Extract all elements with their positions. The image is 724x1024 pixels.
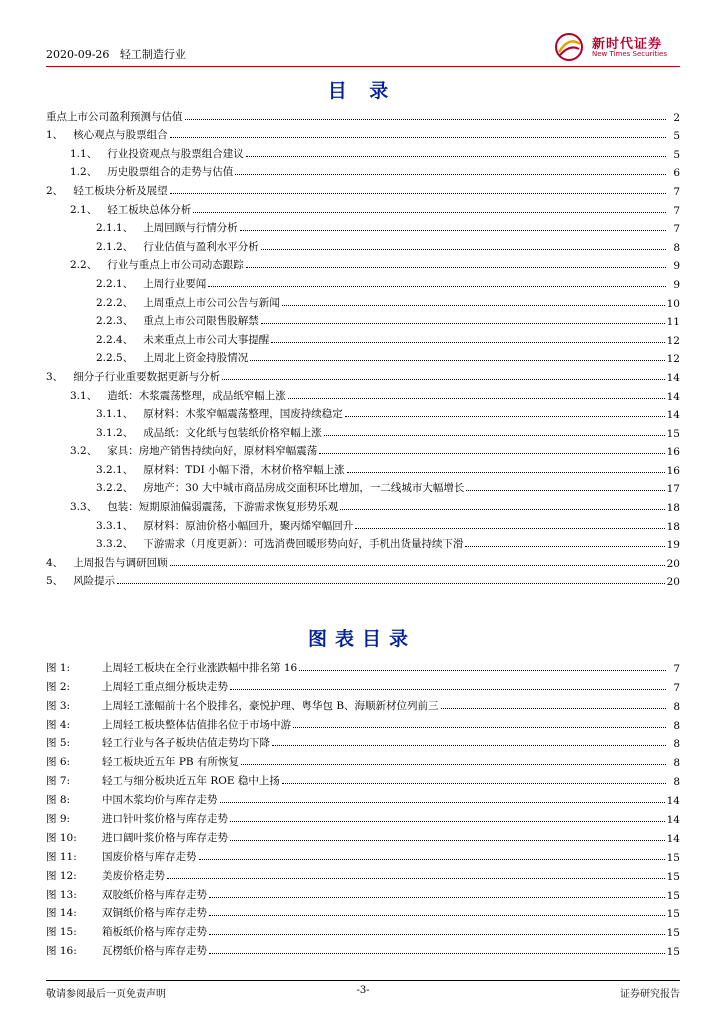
figure-entry-number: 图 10:: [46, 831, 77, 844]
header-industry: 轻工制造行业: [119, 48, 186, 61]
dot-leader: [355, 528, 664, 529]
toc-entry-page-number: 6: [673, 167, 680, 180]
toc-entry-page-number: 2: [673, 111, 680, 124]
toc-entry[interactable]: [46, 254, 680, 273]
toc-entry-number: 1.2、: [70, 166, 98, 179]
dot-leader: [220, 802, 665, 803]
footer-divider: [46, 980, 680, 981]
figure-entry[interactable]: [46, 656, 680, 675]
dot-leader: [340, 509, 664, 510]
figure-entry-page-number: 14: [666, 795, 680, 808]
dot-leader: [185, 119, 667, 120]
toc-entry-title: 上周行业要闻: [143, 277, 207, 290]
toc-entry-number: 2.1.2、: [96, 240, 134, 253]
figure-entry-number: 图 12:: [46, 869, 77, 882]
toc-entry[interactable]: [46, 328, 680, 347]
figure-entry[interactable]: [46, 788, 680, 807]
toc-entry-page-number: 20: [666, 576, 680, 589]
toc-entry[interactable]: [46, 440, 680, 459]
figure-entry-title: 轻工行业与各子板块估值走势均下降: [102, 737, 270, 750]
toc-entry-number: 1.1、: [70, 147, 98, 160]
figure-entry[interactable]: [46, 675, 680, 694]
toc-entry[interactable]: [46, 124, 680, 143]
toc-entry-page-number: 14: [666, 371, 680, 384]
toc-entry[interactable]: [46, 347, 680, 366]
figure-entry[interactable]: [46, 713, 680, 732]
toc-entry-page-number: 7: [673, 223, 680, 236]
figure-entry-title: 进口阔叶浆价格与库存走势: [102, 831, 228, 844]
dot-leader: [209, 915, 665, 916]
figure-entry-page-number: 15: [666, 946, 680, 959]
dot-leader: [208, 286, 666, 287]
toc-entry-title: 上周报告与调研回顾: [73, 556, 168, 569]
toc-entry-page-number: 19: [666, 539, 680, 552]
toc-entry-page-number: 8: [673, 241, 680, 254]
toc-entry-number: 5、: [46, 575, 64, 588]
toc-entry-number: 2.1.1、: [96, 222, 134, 235]
toc-entry[interactable]: [46, 235, 680, 254]
figure-entry-title: 轻工与细分板块近五年 ROE 稳中上扬: [102, 775, 280, 788]
dot-leader: [117, 583, 664, 584]
toc-entry-number: 2、: [46, 184, 64, 197]
toc-entry[interactable]: [46, 495, 680, 514]
toc-entry-title: 核心观点与股票组合: [73, 129, 168, 142]
logo-text-en: New Times Securities: [592, 50, 667, 58]
table-of-contents: [46, 105, 680, 588]
dot-leader: [246, 267, 666, 268]
toc-entry[interactable]: [46, 198, 680, 217]
figure-entry[interactable]: [46, 750, 680, 769]
header-divider: [46, 66, 680, 67]
toc-entry-number: 3.3、: [70, 501, 98, 514]
figure-entry-title: 国废价格与库存走势: [102, 850, 197, 863]
figure-entry-number: 图 7:: [46, 775, 71, 788]
figure-entry-number: 图 8:: [46, 794, 71, 807]
figure-entry[interactable]: [46, 769, 680, 788]
toc-entry-title: 包装：短期原油偏弱震荡，下游需求恢复形势乐观: [107, 501, 339, 514]
figure-entry-title: 轻工板块近五年 PB 有所恢复: [102, 756, 239, 769]
figure-entry-number: 图 1:: [46, 661, 71, 674]
dot-leader: [170, 137, 666, 138]
toc-entry[interactable]: [46, 310, 680, 329]
toc-entry-title: 上周北上资金持股情况: [143, 352, 249, 365]
toc-entry[interactable]: [46, 217, 680, 236]
toc-entry[interactable]: [46, 272, 680, 291]
figure-entry-page-number: 8: [673, 738, 680, 751]
page-header: [46, 30, 680, 64]
toc-entry-page-number: 12: [666, 334, 680, 347]
toc-entry-page-number: 7: [673, 185, 680, 198]
toc-entry-page-number: 11: [666, 316, 680, 329]
figure-entry-number: 图 16:: [46, 945, 77, 958]
figure-entry-page-number: 8: [673, 719, 680, 732]
footer-disclaimer: 敬请参阅最后一页免责声明: [46, 989, 166, 1000]
header-left: [46, 46, 193, 62]
toc-entry[interactable]: [46, 179, 680, 198]
toc-entry-number: 3.2、: [70, 445, 98, 458]
toc-entry-title: 上周重点上市公司公告与新闻: [143, 296, 280, 309]
toc-entry-page-number: 17: [666, 483, 680, 496]
toc-entry[interactable]: [46, 403, 680, 422]
toc-entry-page-number: 20: [666, 557, 680, 570]
figure-entry-number: 图 15:: [46, 926, 77, 939]
dot-leader: [167, 878, 665, 879]
toc-entry[interactable]: [46, 105, 680, 124]
toc-entry-page-number: 9: [673, 260, 680, 273]
toc-entry-number: 3.2.1、: [96, 463, 134, 476]
dot-leader: [240, 230, 666, 231]
toc-entry-title: 轻工板块分析及展望: [73, 184, 168, 197]
dot-leader: [466, 490, 664, 491]
dot-leader: [230, 840, 665, 841]
figure-entry-page-number: 15: [666, 889, 680, 902]
toc-entry[interactable]: [46, 384, 680, 403]
footer-report-type: 证券研究报告: [620, 989, 680, 1000]
toc-entry-title: 行业估值与盈利水平分析: [143, 240, 259, 253]
list-of-figures: [46, 656, 680, 958]
figure-entry-number: 图 14:: [46, 907, 77, 920]
dot-leader: [209, 934, 665, 935]
toc-entry-number: 2.1、: [70, 203, 98, 216]
toc-entry-title: 上周回顾与行情分析: [143, 222, 238, 235]
figure-entry-number: 图 11:: [46, 850, 77, 863]
toc-entry-title: 重点上市公司盈利预测与估值: [46, 110, 183, 123]
toc-entry[interactable]: [46, 161, 680, 180]
figure-entry[interactable]: [46, 864, 680, 883]
dot-leader: [193, 212, 666, 213]
dot-leader: [250, 360, 664, 361]
figure-entry-page-number: 15: [666, 927, 680, 940]
page-number: -3-: [356, 985, 370, 996]
toc-entry-number: 3.3.2、: [96, 538, 134, 551]
dot-leader: [230, 689, 666, 690]
toc-entry-page-number: 18: [666, 502, 680, 515]
figure-entry[interactable]: [46, 807, 680, 826]
toc-entry-title: 家具：房地产销售持续向好，原材料窄幅震荡: [107, 445, 318, 458]
toc-entry-number: 3.1.1、: [96, 408, 134, 421]
dot-leader: [288, 398, 665, 399]
dot-leader: [199, 859, 665, 860]
toc-entry-page-number: 16: [666, 446, 680, 459]
figure-entry-title: 进口针叶浆价格与库存走势: [102, 813, 228, 826]
figure-entry-title: 上周轻工板块整体估值排名位于市场中游: [102, 718, 291, 731]
toc-entry-title: 造纸：木浆震荡整理，成品纸窄幅上涨: [107, 389, 286, 402]
figure-entry-page-number: 15: [666, 870, 680, 883]
dot-leader: [293, 727, 666, 728]
figure-entry[interactable]: [46, 732, 680, 751]
figure-entry[interactable]: [46, 939, 680, 958]
toc-entry-title: 历史股票组合的走势与估值: [107, 166, 234, 179]
figure-entry-number: 图 4:: [46, 718, 71, 731]
dot-leader: [282, 783, 666, 784]
company-logo: [550, 30, 680, 64]
figure-entry-page-number: 14: [666, 832, 680, 845]
header-date: 2020-09-26: [46, 48, 110, 61]
toc-entry[interactable]: [46, 365, 680, 384]
figure-entry[interactable]: [46, 694, 680, 713]
figure-entry-title: 上周轻工板块在全行业涨跌幅中排名第 16: [102, 661, 298, 674]
toc-entry-title: 细分子行业重要数据更新与分析: [73, 370, 221, 383]
dot-leader: [272, 745, 666, 746]
dot-leader: [222, 379, 664, 380]
dot-leader: [235, 174, 666, 175]
dot-leader: [209, 897, 665, 898]
figure-entry-title: 双铜纸价格与库存走势: [102, 907, 207, 920]
dot-leader: [271, 342, 664, 343]
toc-entry-number: 2.2.4、: [96, 333, 134, 346]
dot-leader: [282, 305, 665, 306]
figure-entry-page-number: 15: [666, 851, 680, 864]
figure-entry-page-number: 15: [666, 908, 680, 921]
toc-entry[interactable]: [46, 142, 680, 161]
dot-leader: [230, 821, 665, 822]
toc-entry-number: 3、: [46, 370, 64, 383]
toc-entry-page-number: 14: [666, 390, 680, 403]
dot-leader: [465, 546, 664, 547]
dot-leader: [345, 416, 665, 417]
toc-entry[interactable]: [46, 514, 680, 533]
toc-entry-number: 2.2.1、: [96, 277, 134, 290]
dot-leader: [347, 472, 665, 473]
figure-entry-page-number: 14: [666, 814, 680, 827]
toc-entry-number: 2.2.5、: [96, 352, 134, 365]
dot-leader: [241, 764, 666, 765]
figure-entry-page-number: 7: [673, 681, 680, 694]
figure-entry-number: 图 3:: [46, 699, 71, 712]
dot-leader: [261, 249, 666, 250]
figure-entry[interactable]: [46, 902, 680, 921]
toc-entry[interactable]: [46, 551, 680, 570]
toc-entry-page-number: 14: [666, 409, 680, 422]
dot-leader: [441, 708, 666, 709]
figure-entry-page-number: 7: [673, 662, 680, 675]
toc-entry-number: 2.2、: [70, 259, 98, 272]
toc-entry-number: 3.1、: [70, 389, 98, 402]
toc-entry-number: 2.2.2、: [96, 296, 134, 309]
logo-mark-icon: [554, 32, 584, 62]
toc-heading: 目 录: [327, 80, 397, 102]
toc-entry-page-number: 5: [673, 130, 680, 143]
toc-entry-title: 原材料：TDI 小幅下滑，木材价格窄幅上涨: [143, 463, 345, 476]
toc-entry-page-number: 16: [666, 464, 680, 477]
figure-entry-title: 双胶纸价格与库存走势: [102, 888, 207, 901]
dot-leader: [246, 156, 666, 157]
toc-entry[interactable]: [46, 570, 680, 589]
toc-entry-title: 轻工板块总体分析: [107, 203, 192, 216]
dot-leader: [261, 323, 665, 324]
toc-entry-number: 4、: [46, 556, 64, 569]
toc-entry-page-number: 12: [666, 353, 680, 366]
dot-leader: [170, 193, 666, 194]
toc-entry-page-number: 9: [673, 278, 680, 291]
figure-entry-title: 上周轻工涨幅前十名个股排名，豪悦护理、粤华包 B、海顺新材位列前三: [102, 699, 439, 712]
toc-entry-title: 未来重点上市公司大事提醒: [143, 333, 270, 346]
dot-leader: [299, 670, 666, 671]
figure-entry-number: 图 5:: [46, 737, 71, 750]
toc-entry-number: 3.1.2、: [96, 426, 134, 439]
figure-entry-title: 瓦楞纸价格与库存走势: [102, 945, 207, 958]
toc-entry-title: 原材料：原油价格小幅回升，聚丙烯窄幅回升: [143, 519, 354, 532]
toc-entry-page-number: 18: [666, 520, 680, 533]
toc-entry-page-number: 15: [666, 427, 680, 440]
toc-entry-title: 成品纸：文化纸与包装纸价格窄幅上涨: [143, 426, 322, 439]
toc-entry-page-number: 5: [673, 148, 680, 161]
figure-entry-number: 图 2:: [46, 680, 71, 693]
dot-leader: [209, 953, 665, 954]
figure-list-heading: 图表目录: [307, 628, 416, 650]
toc-entry[interactable]: [46, 291, 680, 310]
figure-entry-number: 图 6:: [46, 756, 71, 769]
dot-leader: [319, 453, 664, 454]
figure-entry[interactable]: [46, 826, 680, 845]
toc-entry-title: 风险提示: [73, 575, 116, 588]
toc-entry[interactable]: [46, 477, 680, 496]
dot-leader: [170, 565, 665, 566]
toc-entry-title: 下游需求（月度更新）：可选消费回暖形势向好，手机出货量持续下滑: [143, 538, 464, 551]
toc-entry-number: 1、: [46, 129, 64, 142]
figure-entry-title: 箱板纸价格与库存走势: [102, 926, 207, 939]
toc-entry-title: 房地产：30 大中城市商品房成交面积环比增加，一二线城市大幅增长: [143, 482, 465, 495]
toc-entry-title: 原材料：木浆窄幅震荡整理，国废持续稳定: [143, 408, 343, 421]
logo-text-cn: 新时代证券: [592, 37, 663, 52]
figure-entry-title: 美废价格走势: [102, 869, 165, 882]
figure-entry-page-number: 8: [673, 757, 680, 770]
figure-entry-page-number: 8: [673, 700, 680, 713]
toc-entry-number: 3.2.2、: [96, 482, 134, 495]
toc-entry-page-number: 10: [666, 297, 680, 310]
toc-entry[interactable]: [46, 421, 680, 440]
toc-entry-number: 3.3.1、: [96, 519, 134, 532]
toc-entry-title: 重点上市公司限售股解禁: [143, 315, 259, 328]
figure-entry-number: 图 9:: [46, 813, 71, 826]
figure-entry[interactable]: [46, 883, 680, 902]
toc-entry-number: 2.2.3、: [96, 315, 134, 328]
dot-leader: [324, 435, 665, 436]
figure-entry[interactable]: [46, 920, 680, 939]
toc-entry-title: 行业投资观点与股票组合建议: [107, 147, 244, 160]
toc-entry-page-number: 7: [673, 204, 680, 217]
figure-entry[interactable]: [46, 845, 680, 864]
figure-entry-number: 图 13:: [46, 888, 77, 901]
toc-entry[interactable]: [46, 533, 680, 552]
toc-entry[interactable]: [46, 458, 680, 477]
toc-entry-title: 行业与重点上市公司动态跟踪: [107, 259, 244, 272]
figure-entry-page-number: 8: [673, 776, 680, 789]
figure-entry-title: 上周轻工重点细分板块走势: [102, 680, 228, 693]
figure-entry-title: 中国木浆均价与库存走势: [102, 794, 218, 807]
